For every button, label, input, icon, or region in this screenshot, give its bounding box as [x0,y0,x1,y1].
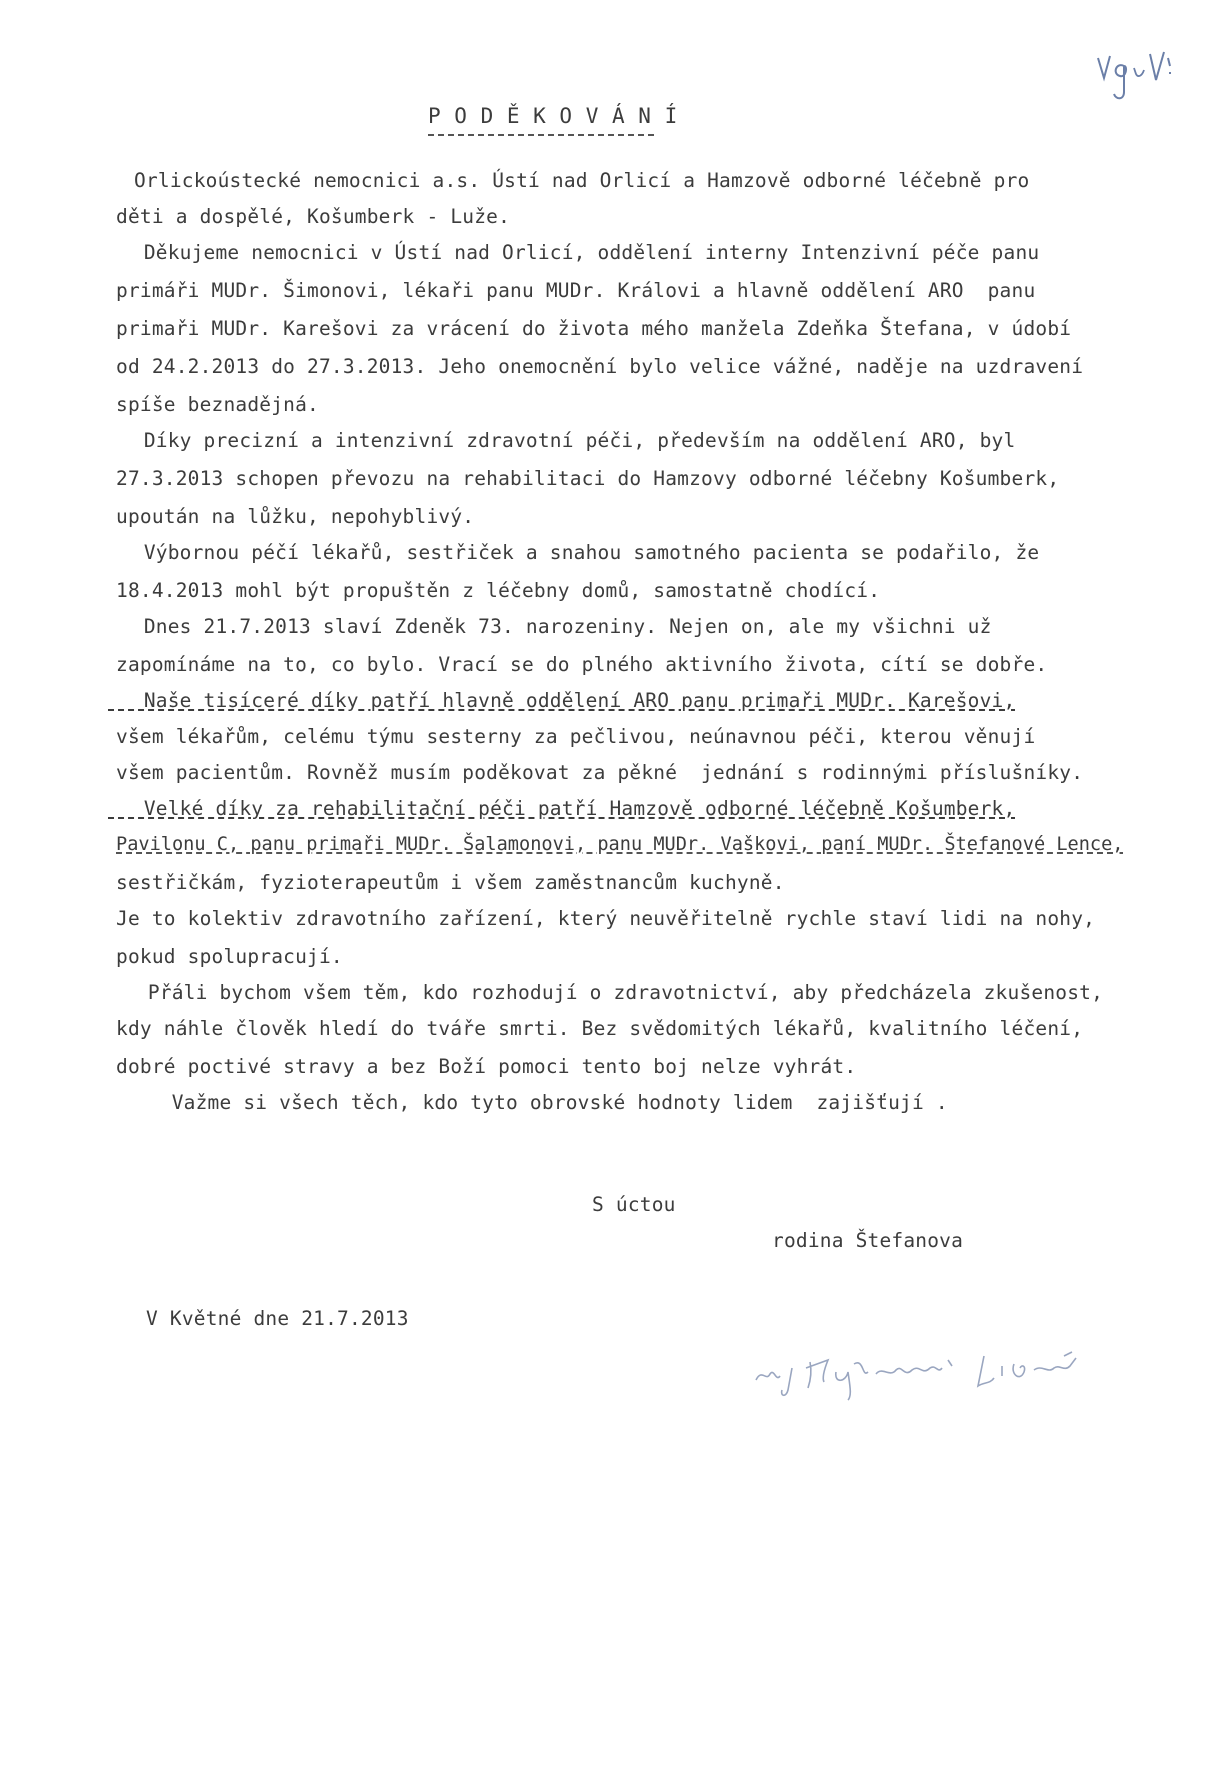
text-line: Je to kolektiv zdravotního zařízení, který neuvěřitelně rychle staví lidi na nohy, [116,907,1096,930]
text-line: pokud spolupracují. [116,945,343,968]
text-line: Díky precizní a intenzivní zdravotní péči, především na oddělení ARO, byl [108,429,1016,452]
text-line: všem lékařům, celému týmu sesterny za pečlivou, neúnavnou péči, kterou věnují [116,725,1036,748]
corner-handwritten-note [1090,44,1190,114]
signature-name: rodina Štefanova [772,1229,964,1252]
text-line: dobré poctivé stravy a bez Boží pomoci tento boj nelze vyhrát. [116,1055,857,1078]
text-line: 27.3.2013 schopen převozu na rehabilitaci do Hamzovy odborné léčebny Košumberk, [116,467,1060,490]
text-line: Děkujeme nemocnici v Ústí nad Orlicí, oddělení interny Intenzivní péče panu [108,241,1040,264]
text-line: Přáli bychom všem těm, kdo rozhodují o zdravotnictví, aby předcházela zkušenost, [112,981,1104,1004]
text-line: Važme si všech těch, kdo tyto obrovské hodnoty lidem zajišťují . [112,1091,948,1114]
closing-salutation: S úctou [592,1193,676,1216]
text-line: sestřičkám, fyzioterapeutům i všem zaměstnancům kuchyně. [116,871,785,894]
handwritten-signature [752,1338,1152,1408]
text-line: Orlickoústecké nemocnici a.s. Ústí nad Orlicí a Hamzově odborné léčebně pro [134,169,1030,192]
text-line-underlined: Velké díky za rehabilitační péči patří Hamzově odborné léčebně Košumberk, [108,797,1016,820]
text-line: Výbornou péčí lékařů, sestřiček a snahou samotného pacienta se podařilo, že [108,541,1040,564]
text-line: děti a dospělé, Košumberk - Luže. [116,205,511,228]
text-line: spíše beznadějná. [116,393,319,416]
text-line: kdy náhle člověk hledí do tváře smrti. Bez svědomitých lékařů, kvalitního léčení, [116,1017,1084,1040]
title-underline [428,134,654,136]
text-line: zapomínáme na to, co bylo. Vrací se do plného aktivního života, cítí se dobře. [116,653,1048,676]
text-line: primáři MUDr. Šimonovi, lékaři panu MUDr. Královi a hlavně oddělení ARO panu [116,279,1036,302]
text-line: 18.4.2013 mohl být propuštěn z léčebny domů, samostatně chodící. [116,579,881,602]
text-line-underlined: Pavilonu C, panu primaři MUDr. Šalamonovi, panu MUDr. Vaškovi, paní MUDr. Štefanové Lence, [116,834,1124,855]
text-line-underlined: Naše tisíceré díky patří hlavně oddělení ARO panu primaři MUDr. Karešovi, [108,689,1016,712]
text-line: upoután na lůžku, nepohyblivý. [116,505,475,528]
text-line: Dnes 21.7.2013 slaví Zdeněk 73. narozeniny. Nejen on, ale my všichni už [108,615,992,638]
text-line: od 24.2.2013 do 27.3.2013. Jeho onemocnění bylo velice vážné, naděje na uzdravení [116,355,1084,378]
text-line: všem pacientům. Rovněž musím poděkovat za pěkné jednání s rodinnými příslušníky. [116,761,1084,784]
place-and-date: V Květné dne 21.7.2013 [146,1307,409,1330]
text-line: primaři MUDr. Karešovi za vrácení do života mého manžela Zdeňka Štefana, v údobí [116,317,1072,340]
page-title: P O D Ě K O V Á N Í [428,104,678,128]
